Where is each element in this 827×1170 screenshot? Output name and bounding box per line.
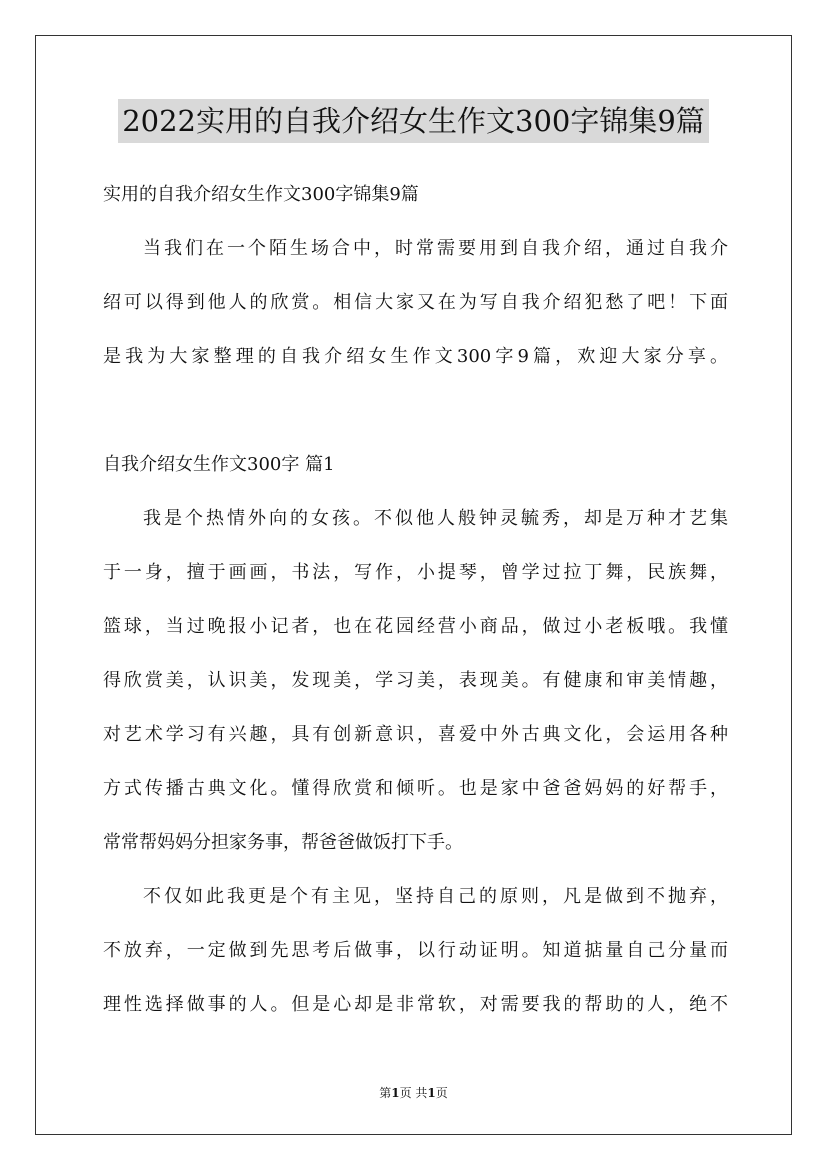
- paragraph1-line-7: 常常帮妈妈分担家务事，帮爸爸做饭打下手。: [103, 832, 463, 853]
- intro-line-3: 是我为大家整理的自我介绍女生作文300字9篇，欢迎大家分享。: [103, 346, 728, 367]
- paragraph1-line-5: 对艺术学习有兴趣，具有创新意识，喜爱中外古典文化，会运用各种: [103, 724, 728, 745]
- paragraph1-line-2: 于一身，擅于画画，书法，写作，小提琴，曾学过拉丁舞，民族舞，: [103, 562, 728, 583]
- footer-total-pages: 1: [427, 1086, 436, 1100]
- document-title: 2022实用的自我介绍女生作文300字锦集9篇: [118, 99, 709, 143]
- paragraph2-line-3: 理性选择做事的人。但是心却是非常软，对需要我的帮助的人，绝不: [103, 994, 728, 1015]
- page-footer: [0, 1085, 827, 1101]
- document-subtitle: 实用的自我介绍女生作文300字锦集9篇: [103, 184, 419, 205]
- footer-middle: 页 共: [399, 1086, 428, 1100]
- paragraph1-line-3: 篮球，当过晚报小记者，也在花园经营小商品，做过小老板哦。我懂: [103, 616, 728, 637]
- paragraph1-line-1: 我是个热情外向的女孩。不似他人般钟灵毓秀，却是万种才艺集: [143, 508, 728, 529]
- footer-page-number: 1: [391, 1086, 400, 1100]
- footer-prefix: 第: [379, 1086, 392, 1100]
- title-container: [0, 99, 827, 143]
- paragraph2-line-2: 不放弃，一定做到先思考后做事，以行动证明。知道掂量自己分量而: [103, 940, 728, 961]
- footer-suffix: 页: [435, 1086, 448, 1100]
- intro-line-1: 当我们在一个陌生场合中，时常需要用到自我介绍，通过自我介: [143, 238, 728, 259]
- paragraph1-line-4: 得欣赏美，认识美，发现美，学习美，表现美。有健康和审美情趣，: [103, 670, 728, 691]
- paragraph2-line-1: 不仅如此我更是个有主见，坚持自己的原则，凡是做到不抛弃，: [143, 886, 728, 907]
- intro-line-2: 绍可以得到他人的欣赏。相信大家又在为写自我介绍犯愁了吧！下面: [103, 292, 728, 313]
- section-heading: 自我介绍女生作文300字 篇1: [103, 454, 335, 475]
- paragraph1-line-6: 方式传播古典文化。懂得欣赏和倾听。也是家中爸爸妈妈的好帮手，: [103, 778, 728, 799]
